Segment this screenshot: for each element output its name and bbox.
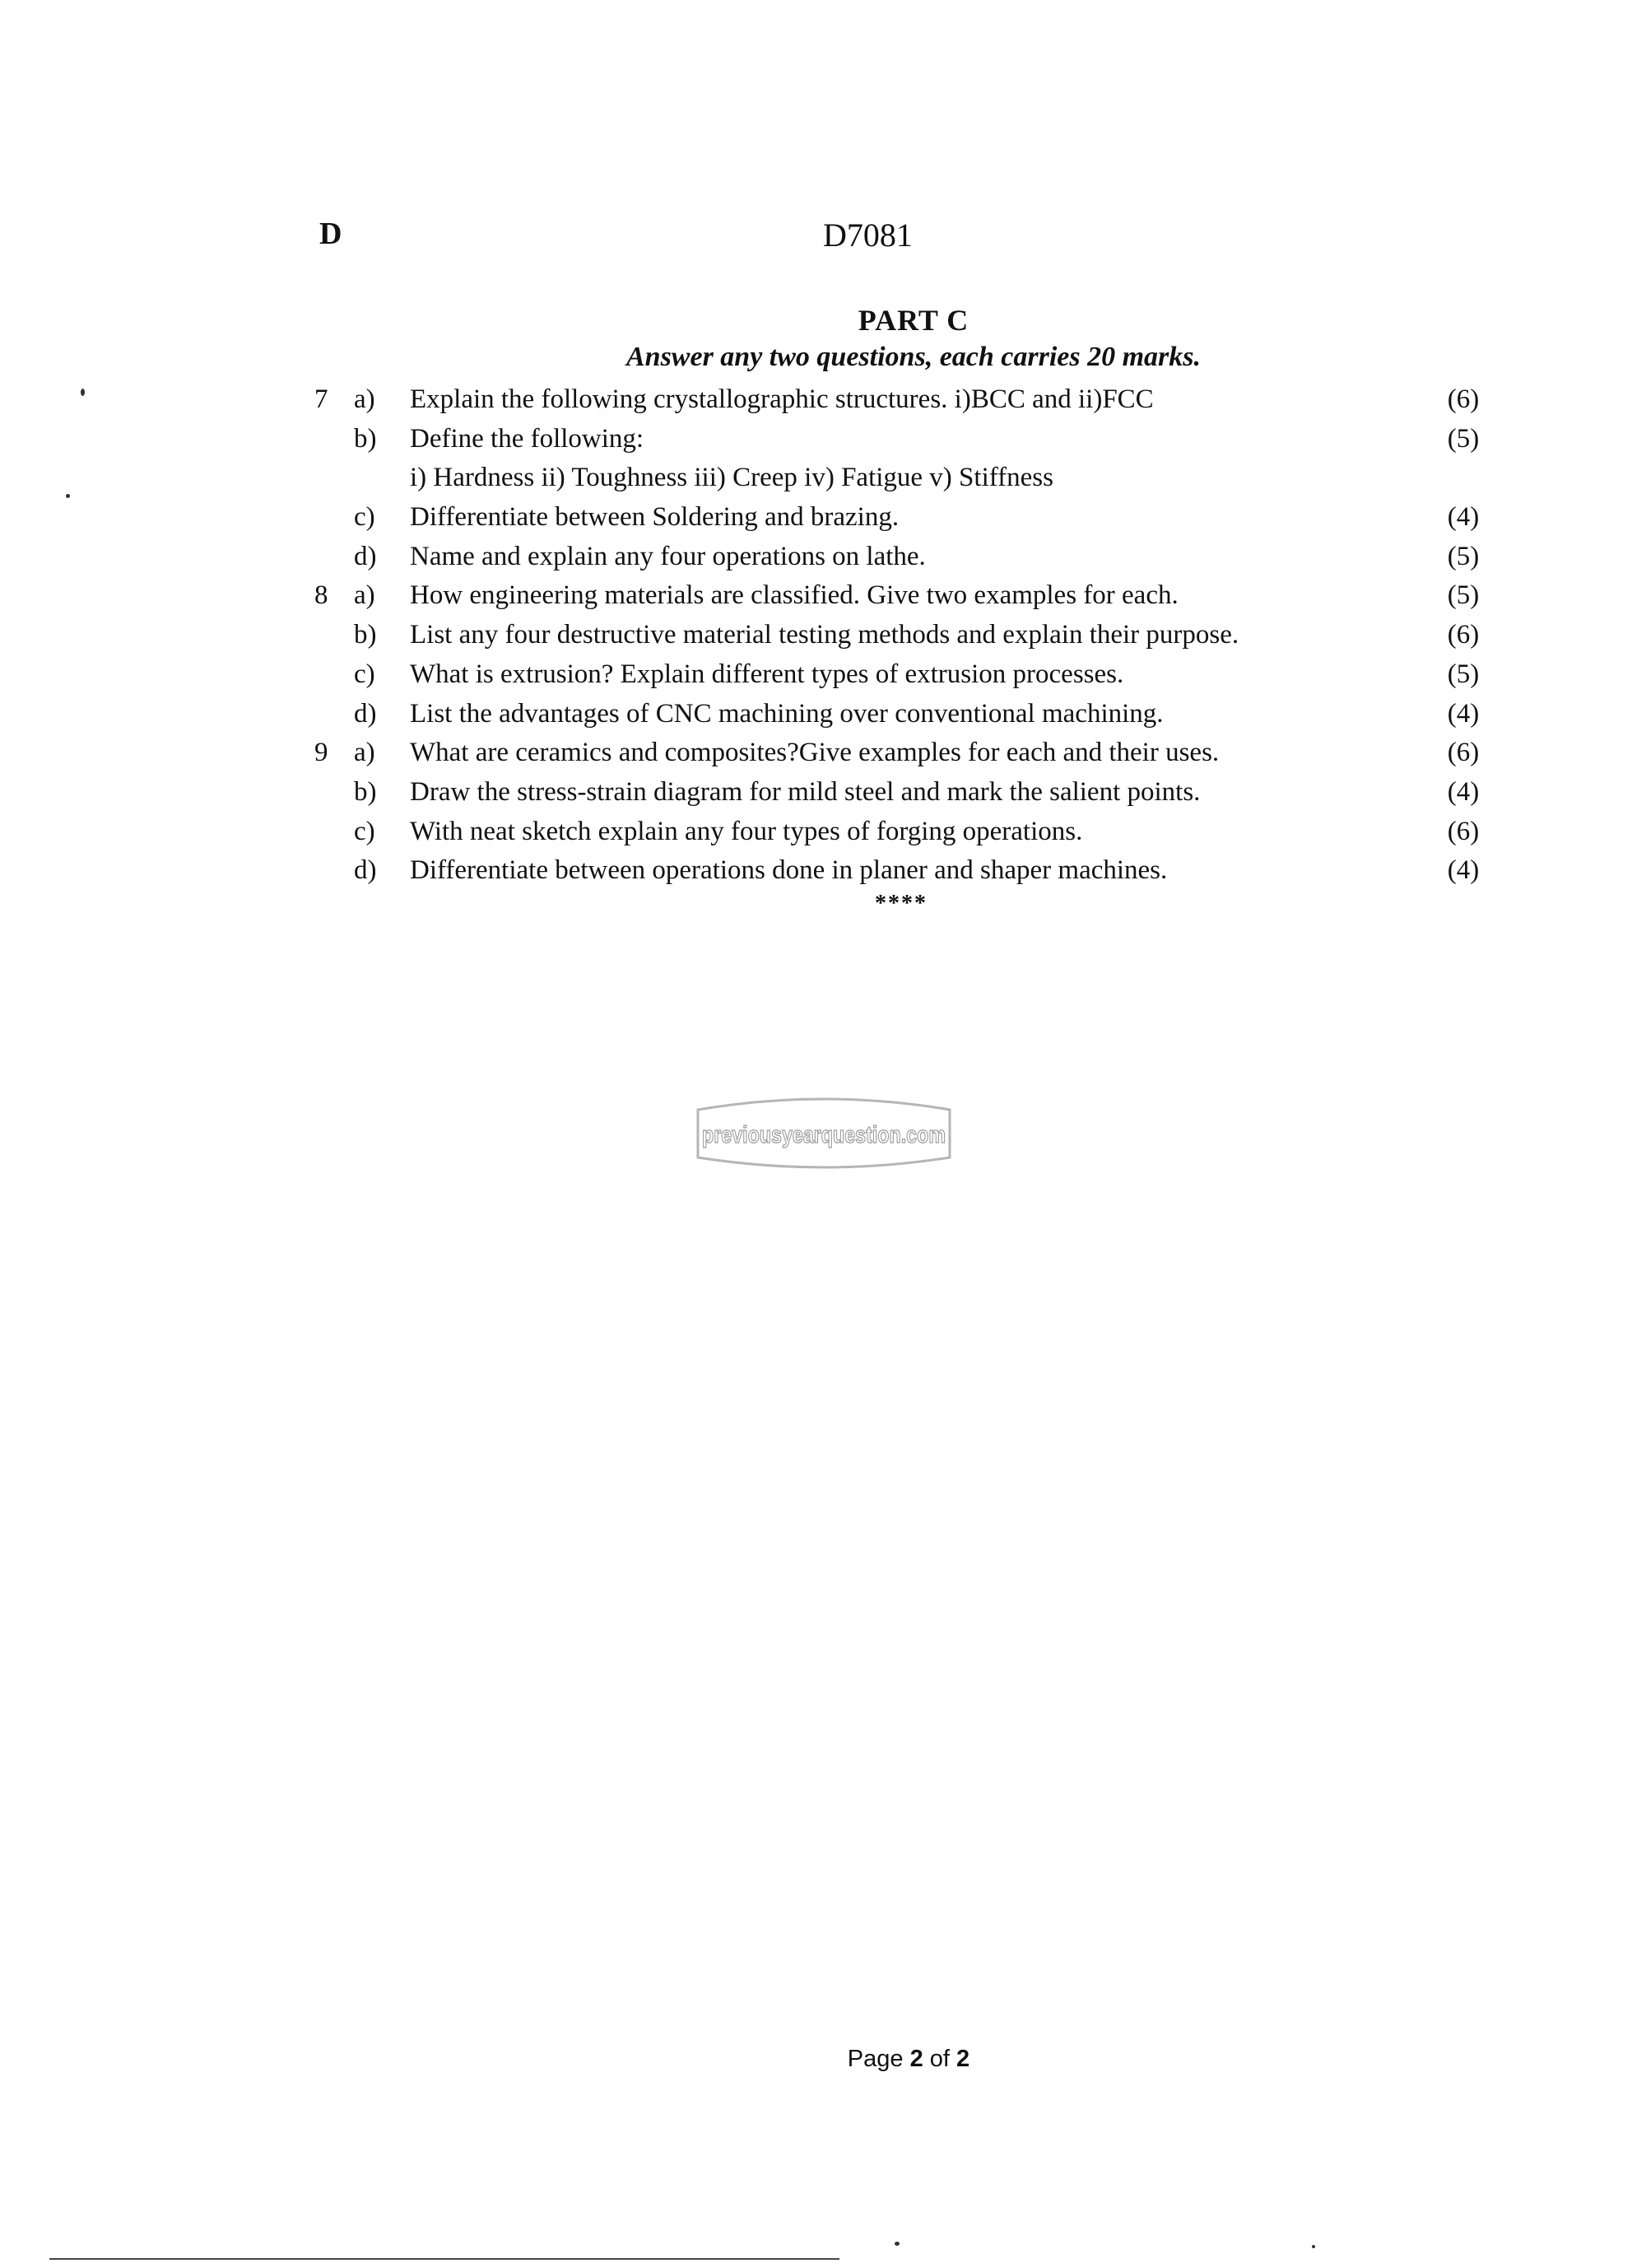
question-part-label: d) [354,698,377,729]
question-marks: (6) [1447,738,1480,768]
question-marks: (4) [1447,698,1480,729]
question-text: How engineering materials are classified. Give two examples for each. [410,580,1179,611]
question-number: 7 [314,384,328,414]
question-text: Name and explain any four operations on lathe. [410,541,926,571]
question-row [0,420,1646,459]
question-row [0,695,1646,734]
bottom-scan-line [49,2258,839,2260]
end-of-paper-mark: **** [875,891,928,916]
question-marks: (5) [1447,541,1480,571]
question-row [0,773,1646,813]
question-row [0,380,1646,420]
question-row [0,538,1646,577]
question-text: Differentiate between Soldering and brazing. [410,502,900,533]
question-part-label: a) [354,384,375,414]
question-marks: (4) [1447,502,1480,533]
question-row [0,813,1646,852]
question-text: List any four destructive material testing methods and explain their purpose. [410,620,1239,650]
scan-speck [895,2242,900,2246]
question-row [0,576,1646,616]
question-row [0,851,1646,891]
question-text: Explain the following crystallographic structures. i)BCC and ii)FCC [410,384,1154,414]
set-label: D [319,217,342,251]
question-part-label: c) [354,502,375,533]
question-text: With neat sketch explain any four types of forging operations. [410,816,1083,846]
part-title: PART C [858,304,969,337]
footer-total-pages: 2 [956,2046,970,2072]
question-number: 9 [314,738,328,768]
question-part-label: d) [354,855,377,886]
question-part-label: b) [354,776,377,807]
footer-prefix: Page [847,2046,910,2072]
footer-current-page: 2 [909,2046,923,2072]
footer-middle: of [923,2046,957,2072]
watermark-logo [693,1092,955,1172]
question-row [0,733,1646,773]
question-text: Define the following: [410,423,644,454]
question-part-label: d) [354,541,377,571]
question-part-label: c) [354,816,375,846]
question-text: i) Hardness ii) Toughness iii) Creep iv) Fatigue v) Stiffness [410,463,1053,493]
question-part-label: b) [354,423,377,454]
question-text: What is extrusion? Explain different types of extrusion processes. [410,659,1124,689]
question-part-label: c) [354,659,375,689]
question-text: Differentiate between operations done in planer and shaper machines. [410,855,1168,886]
question-row [0,498,1646,538]
question-marks: (4) [1447,776,1480,807]
question-marks: (6) [1447,816,1480,846]
question-marks: (5) [1447,659,1480,689]
part-instruction: Answer any two questions, each carries 20 marks. [625,342,1202,372]
scan-speck [81,389,85,396]
question-text: List the advantages of CNC machining over conventional machining. [410,698,1164,729]
paper-code: D7081 [823,217,913,254]
question-part-label: a) [354,580,375,611]
question-text: What are ceramics and composites?Give examples for each and their uses. [410,738,1220,768]
watermark-text: previousyearquestion.com [702,1122,946,1148]
question-marks: (5) [1447,423,1480,454]
scan-speck [1312,2245,1315,2248]
scan-speck [66,494,70,498]
question-number: 8 [314,580,328,611]
question-text: Draw the stress-strain diagram for mild steel and mark the salient points. [410,776,1201,807]
question-row [0,616,1646,655]
question-part-label: b) [354,620,377,650]
question-marks: (6) [1447,620,1480,650]
question-row [0,459,1646,498]
question-marks: (4) [1447,855,1480,886]
question-part-label: a) [354,738,375,768]
question-list [0,380,1646,891]
page-footer [0,2046,1646,2073]
question-marks: (5) [1447,580,1480,611]
question-row [0,655,1646,695]
question-marks: (6) [1447,384,1480,414]
